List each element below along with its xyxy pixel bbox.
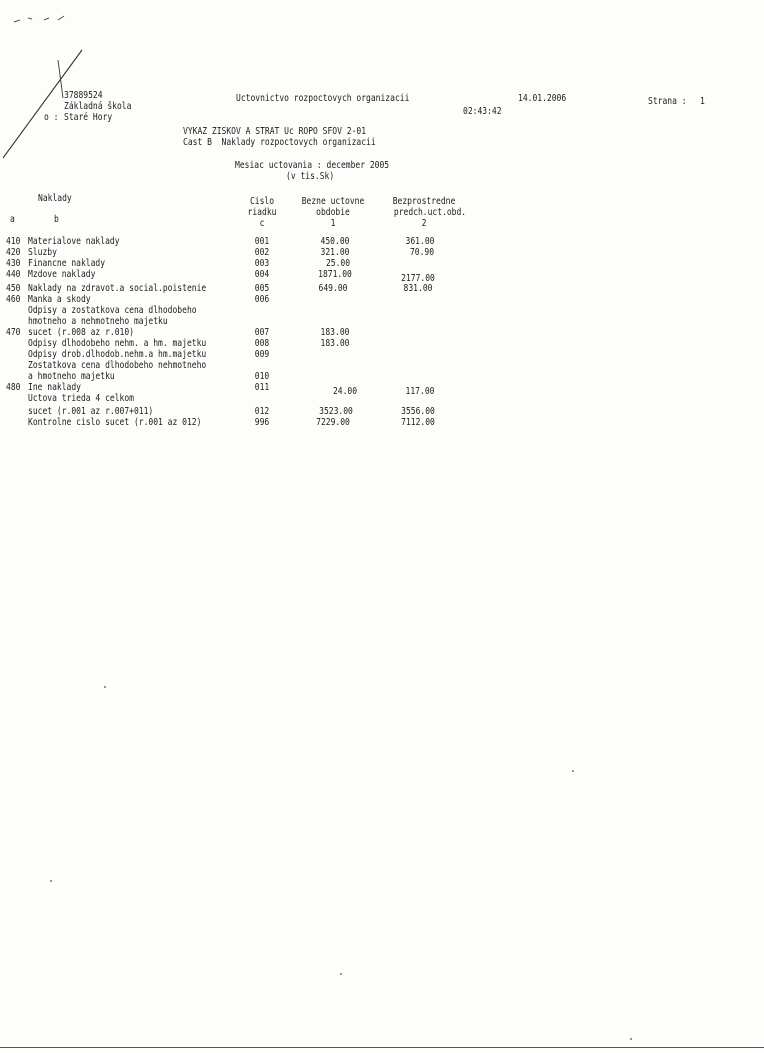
col-bezne-l1: Bezne uctovne bbox=[301, 196, 365, 207]
report-time: 02:43:42 bbox=[463, 106, 502, 117]
row-label: Naklady na zdravot.a social.poistenie bbox=[28, 283, 207, 294]
row-line: 005 bbox=[254, 283, 270, 294]
row-value-previous: 361.00 bbox=[405, 236, 435, 247]
ico-number: 37889524 bbox=[64, 90, 103, 101]
scan-speck bbox=[630, 1038, 632, 1040]
row-label: Mzdove naklady bbox=[28, 269, 96, 280]
row-code: 410 bbox=[6, 236, 21, 247]
scan-speck bbox=[50, 880, 52, 882]
col-cislo-l3: c bbox=[259, 218, 265, 229]
row-value-previous: 70.90 bbox=[409, 247, 435, 258]
scan-speck bbox=[104, 686, 106, 688]
row-code: 450 bbox=[6, 283, 21, 294]
row-code: 430 bbox=[6, 258, 21, 269]
col-b: b bbox=[54, 214, 59, 225]
row-line: 010 bbox=[254, 371, 270, 382]
row-code: 420 bbox=[6, 247, 21, 258]
scan-speck bbox=[340, 973, 342, 975]
row-value-current: 3523.00 bbox=[319, 406, 353, 417]
row-value-previous: 7112.00 bbox=[401, 417, 435, 428]
row-label: Manka a skody bbox=[28, 294, 91, 305]
row-line: 001 bbox=[254, 236, 270, 247]
row-label: Zostatkova cena dlhodobeho nehmotneho bbox=[28, 360, 207, 371]
row-line: 007 bbox=[254, 327, 270, 338]
row-label: Ine naklady bbox=[28, 382, 81, 393]
row-code: 460 bbox=[6, 294, 21, 305]
row-label: Kontrolne cislo sucet (r.001 az 012) bbox=[28, 417, 202, 428]
row-line: 008 bbox=[254, 338, 270, 349]
school-name: Základná škola bbox=[64, 101, 132, 112]
page-bottom-edge bbox=[0, 1047, 764, 1048]
row-line: 006 bbox=[254, 294, 270, 305]
row-value-current: 7229.00 bbox=[316, 417, 350, 428]
row-value-current: 25.00 bbox=[325, 258, 351, 269]
row-label: Financne naklady bbox=[28, 258, 106, 269]
page-label: Strana : bbox=[648, 96, 687, 107]
row-value-previous: 117.00 bbox=[405, 386, 435, 397]
row-value-previous: 3556.00 bbox=[401, 406, 435, 417]
row-line: 004 bbox=[254, 269, 270, 280]
row-code: 440 bbox=[6, 269, 21, 280]
row-label: Odpisy drob.dlhodob.nehm.a hm.majetku bbox=[28, 349, 207, 360]
row-label: Materialove naklady bbox=[28, 236, 120, 247]
row-value-current: 24.00 bbox=[332, 386, 358, 397]
report-period: Mesiac uctovania : december 2005 bbox=[235, 160, 390, 171]
row-code: 470 bbox=[6, 327, 21, 338]
place-prefix: o : bbox=[44, 112, 59, 123]
row-label: Odpisy a zostatkova cena dlhodobeho bbox=[28, 305, 197, 316]
row-line: 011 bbox=[254, 382, 270, 393]
report-part: Cast B Naklady rozpoctovych organizacii bbox=[183, 137, 376, 148]
page-number: 1 bbox=[700, 96, 705, 107]
col-bezpro-l2: predch.uct.obd. bbox=[393, 207, 467, 218]
col-bezpro-l1: Bezprostredne bbox=[392, 196, 456, 207]
row-value-current: 183.00 bbox=[320, 327, 350, 338]
system-name: Uctovnictvo rozpoctovych organizacii bbox=[236, 93, 410, 104]
place-name: Staré Hory bbox=[64, 112, 113, 123]
row-value-current: 450.00 bbox=[320, 236, 350, 247]
row-value-previous: 831.00 bbox=[403, 283, 433, 294]
row-label: sucet (r.001 az r.007+011) bbox=[28, 406, 154, 417]
row-value-current: 321.00 bbox=[320, 247, 350, 258]
row-value-current: 1871.00 bbox=[318, 269, 352, 280]
row-label: Odpisy dlhodobeho nehm. a hm. majetku bbox=[28, 338, 207, 349]
row-value-previous: 2177.00 bbox=[401, 273, 435, 284]
row-label: sucet (r.008 az r.010) bbox=[28, 327, 134, 338]
row-label: Uctova trieda 4 celkom bbox=[28, 393, 134, 404]
row-label: Sluzby bbox=[28, 247, 57, 258]
row-line: 996 bbox=[254, 417, 270, 428]
report-date: 14.01.2006 bbox=[518, 93, 567, 104]
col-bezne-l3: 1 bbox=[330, 218, 336, 229]
row-code: 480 bbox=[6, 382, 21, 393]
row-line: 002 bbox=[254, 247, 270, 258]
row-value-current: 649.00 bbox=[318, 283, 348, 294]
row-label: a hmotneho majetku bbox=[28, 371, 115, 382]
col-naklady: Naklady bbox=[38, 193, 72, 204]
row-line: 009 bbox=[254, 349, 270, 360]
row-line: 003 bbox=[254, 258, 270, 269]
col-cislo-l2: riadku bbox=[247, 207, 277, 218]
col-bezne-l2: obdobie bbox=[316, 207, 350, 218]
row-line: 012 bbox=[254, 406, 270, 417]
scan-speck bbox=[572, 770, 574, 772]
row-value-current: 183.00 bbox=[320, 338, 350, 349]
col-a: a bbox=[10, 214, 15, 225]
report-units: (v tis.Sk) bbox=[286, 171, 335, 182]
col-cislo-l1: Cislo bbox=[249, 196, 275, 207]
report-title: VYKAZ ZISKOV A STRAT Uc ROPO SFOV 2-01 bbox=[183, 126, 367, 137]
col-bezpro-l3: 2 bbox=[421, 218, 427, 229]
row-label: hmotneho a nehmotneho majetku bbox=[28, 316, 168, 327]
